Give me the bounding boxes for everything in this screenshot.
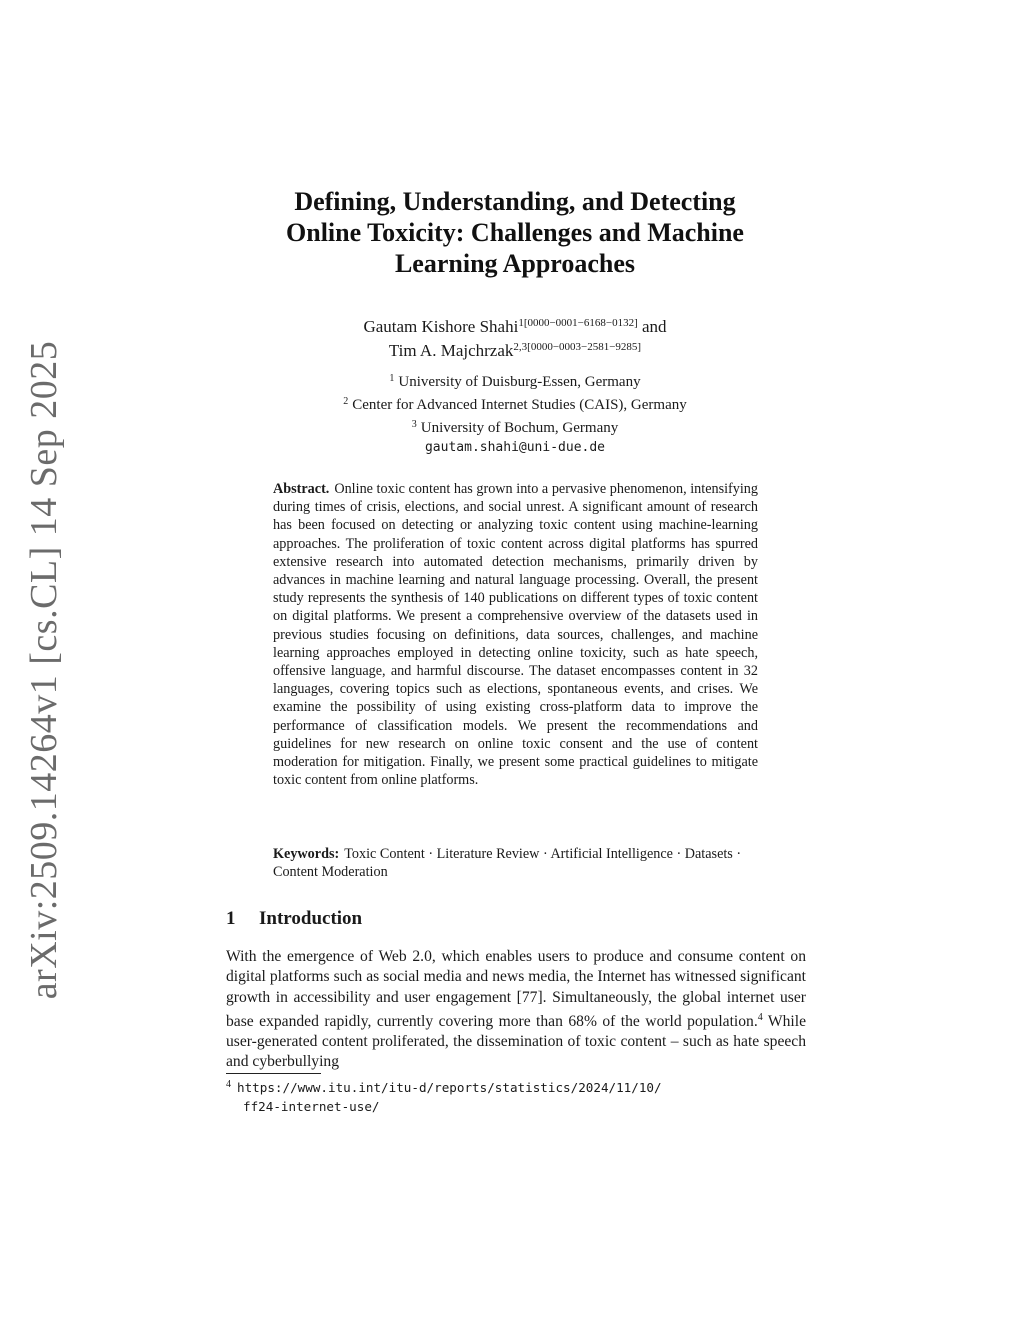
intro-text-after: While user-generated content proliferated, the dissemination of toxic content – such as hate speech and cyberbullying <box>226 1012 806 1071</box>
abstract-text: Online toxic content has grown into a pervasive phenomenon, intensifying during times of crisis, elections, and social unrest. A significant amount of research has been focused on detecting or analyzing toxic content using machine-learning approaches. The proliferation of toxic content across digital platforms has spurred extensive research into automated detection mechanisms, primarily driven by advances in machine learning and natural language processing. Overall, the present study represents the synthesis of 140 publications on different types of toxic content on digital platforms. We present a comprehensive overview of the datasets used in previous studies focusing on definitions, data sources, challenges, and machine learning approaches employed in detecting online toxicity, such as hate speech, offensive language, and harmful discourse. The dataset encompasses content in 32 languages, covering topics such as elections, spontaneous events, and crises. We examine the possibility of using existing cross-platform data to improve the performance of classification models. We present the recommendations and guidelines for new research on online toxic consent and the use of content moderation for mitigation. Finally, we present some practical guidelines to mitigate toxic content from online platforms. <box>273 481 758 789</box>
affiliation-3-num: 3 <box>411 419 417 430</box>
affiliations <box>230 369 800 457</box>
affiliation-2-num: 2 <box>343 396 349 407</box>
affiliation-2 <box>230 392 800 415</box>
affiliation-2-text: Center for Advanced Internet Studies (CAIS), Germany <box>352 397 687 413</box>
arxiv-identifier-text: arXiv:2509.14264v1 [cs.CL] 14 Sep 2025 <box>23 340 65 1000</box>
footnote-number: 4 <box>226 1079 231 1090</box>
keywords-label: Keywords: <box>273 846 340 862</box>
affiliation-1-text: University of Duisburg-Essen, Germany <box>398 374 641 390</box>
paper-title <box>180 186 850 279</box>
author-conjunction: and <box>642 317 667 336</box>
intro-text-before: With the emergence of Web 2.0, which enables users to produce and consume content on digital platforms such as social media and news media, the Internet has witnessed significant growth in accessibility and user engagement [77]. Simultaneously, the global internet user base expanded rapidly, currently covering more than 68% of the world population. <box>226 948 806 1030</box>
author-line-1 <box>230 313 800 337</box>
footnote-line-1 <box>226 1076 806 1098</box>
footnote-url-part-1[interactable]: https://www.itu.int/itu-d/reports/statistics/2024/11/10/ <box>237 1080 662 1095</box>
title-line-2: Online Toxicity: Challenges and Machine <box>286 218 744 247</box>
abstract <box>273 480 758 789</box>
title-line-1: Defining, Understanding, and Detecting <box>294 187 736 216</box>
author-1-orcid: 1[0000−0001−6168−0132] <box>518 317 638 329</box>
affiliation-1 <box>230 369 800 392</box>
section-number: 1 <box>226 908 236 929</box>
author-2-orcid: 2,3[0000−0003−2581−9285] <box>513 341 642 353</box>
section-heading-introduction <box>226 908 362 930</box>
keywords <box>273 845 758 881</box>
affiliation-1-num: 1 <box>389 373 395 384</box>
footnote <box>226 1076 806 1116</box>
author-line-2 <box>230 337 800 361</box>
footnote-mark[interactable]: 4 <box>757 1011 763 1023</box>
contact-email[interactable]: gautam.shahi@uni-due.de <box>424 440 605 455</box>
title-line-3: Learning Approaches <box>394 249 636 278</box>
footnote-divider <box>226 1073 321 1074</box>
arxiv-identifier-stamp <box>12 340 76 1000</box>
introduction-paragraph <box>226 947 806 1073</box>
abstract-label: Abstract. <box>273 481 330 497</box>
author-block <box>230 313 800 361</box>
section-title: Introduction <box>259 908 363 929</box>
footnote-url-part-2[interactable]: ff24-internet-use/ <box>243 1099 380 1114</box>
keywords-text: Toxic Content · Literature Review · Artificial Intelligence · Datasets · Content Moderation <box>273 846 742 881</box>
author-1-name: Gautam Kishore Shahi <box>363 317 519 336</box>
affiliation-3 <box>230 415 800 438</box>
author-2-name: Tim A. Majchrzak <box>388 341 514 360</box>
affiliation-3-text: University of Bochum, Germany <box>420 420 619 436</box>
